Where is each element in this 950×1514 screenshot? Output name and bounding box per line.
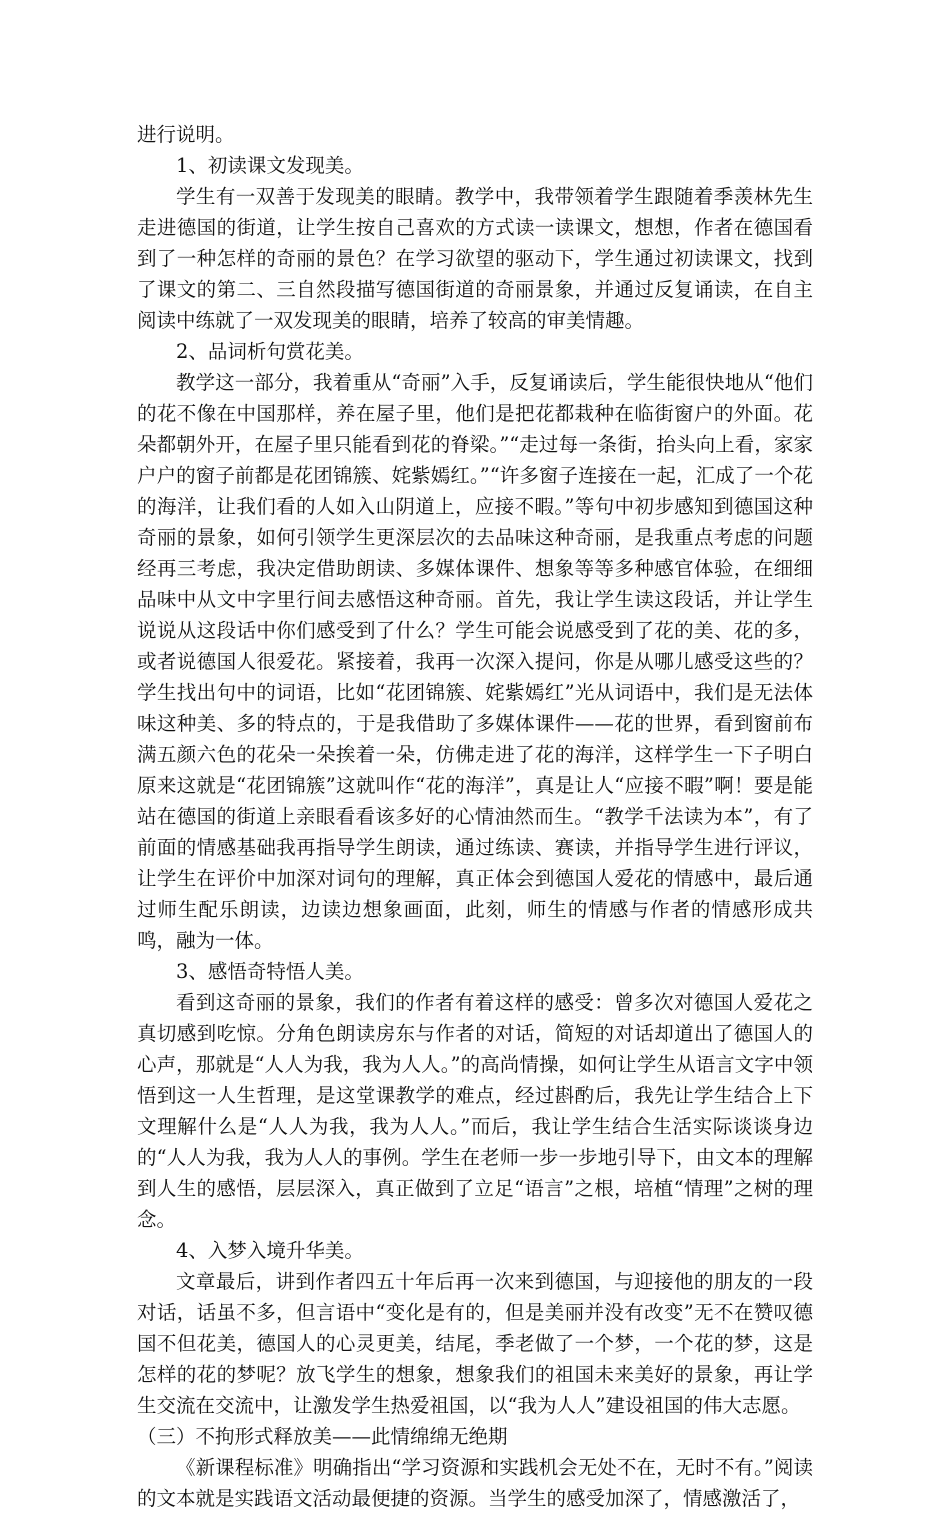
section-heading-3: （三）不拘形式释放美——此情绵绵无绝期 bbox=[137, 1425, 508, 1448]
body-paragraph-2: 教学这一部分，我着重从“奇丽”入手，反复诵读后，学生能很快地从“他们的花不像在中国那样，养在屋子里，他们是把花都栽种在临街窗户的外面。花朵都朝外开，在屋子里只能看到花的脊梁。”“走过每一条街，抬头向上看，家家户户的窗子前都是花团锦簇、姹紫嫣红。”“许多窗子连接在一起，汇成了一个花的海洋，让我们看的人如入山阴道上，应接不暇。”等句中初步感知到德国这种奇丽的景象，如何引领学生更深层次的去品味这种奇丽，是我重点考虑的问题经再三考虑，我决定借助朗读、多媒体课件、想象等等多种感官体验，在细细品味中从文中字里行间去感悟这种奇丽。首先，我让学生读这段话，并让学生说说从这段话中你们感受到了什么？学生可能会说感受到了花的美、花的多，或者说德国人很爱花。紧接着，我再一次深入提问，你是从哪儿感受这些的？学生找出句中的词语，比如“花团锦簇、姹紫嫣红”光从词语中，我们是无法体味这种美、多的特点的，于是我借助了多媒体课件——花的世界，看到窗前布满五颜六色的花朵一朵挨着一朵，仿佛走进了花的海洋，这样学生一下子明白原来这就是“花团锦簇”这就叫作“花的海洋”，真是让人“应接不暇”啊！要是能站在德国的街道上亲眼看看该多好的心情油然而生。“教学千法读为本”，有了前面的情感基础我再指导学生朗读，通过练读、赛读，并指导学生进行评议，让学生在评价中加深对词句的理解，真正体会到德国人爱花的情感中，最后通过师生配乐朗读，边读边想象画面，此刻，师生的情感与作者的情感形成共鸣，融为一体。 bbox=[137, 371, 813, 952]
body-paragraph-4: 文章最后，讲到作者四五十年后再一次来到德国，与迎接他的朋友的一段对话，话虽不多，但言语中“变化是有的，但是美丽并没有改变”无不在赞叹德国不但花美，德国人的心灵更美，结尾，季老做了一个梦，一个花的梦，这是怎样的花的梦呢？放飞学生的想象，想象我们的祖国未来美好的景象，再让学生交流在交流中，让激发学生热爱祖国，以“我为人人”建设祖国的伟大志愿。 bbox=[137, 1270, 813, 1417]
subheading-2: 2、品词析句赏花美。 bbox=[176, 340, 364, 363]
body-paragraph-3: 看到这奇丽的景象，我们的作者有着这样的感受：曾多次对德国人爱花之真切感到吃惊。分角色朗读房东与作者的对话，简短的对话却道出了德国人的心声，那就是“人人为我，我为人人。”的高尚情操，如何让学生从语言文字中领悟到这一人生哲理，是这堂课教学的难点，经过斟酌后，我先让学生结合上下文理解什么是“人人为我，我为人人。”而后，我让学生结合生活实际谈谈身边的“人人为我，我为人人的事例。学生在老师一步一步地引导下，由文本的理解到人生的感悟，层层深入，真正做到了立足“语言”之根，培植“情理”之树的理念。 bbox=[137, 991, 813, 1231]
body-paragraph-5: 《新课程标准》明确指出“学习资源和实践机会无处不在，无时不有。”阅读的文本就是实践语文活动最便捷的资源。当学生的感受加深了，情感激活了， bbox=[137, 1456, 813, 1510]
subheading-1: 1、初读课文发现美。 bbox=[176, 154, 364, 177]
body-paragraph-1: 学生有一双善于发现美的眼睛。教学中，我带领着学生跟随着季羡林先生走进德国的街道，让学生按自己喜欢的方式读一读课文，想想，作者在德国看到了一种怎样的奇丽的景色？在学习欲望的驱动下，学生通过初读课文，找到了课文的第二、三自然段描写德国街道的奇丽景象，并通过反复诵读，在自主阅读中练就了一双发现美的眼睛，培养了较高的审美情趣。 bbox=[137, 185, 813, 332]
subheading-3: 3、感悟奇特悟人美。 bbox=[176, 960, 364, 983]
subheading-4: 4、入梦入境升华美。 bbox=[176, 1239, 364, 1262]
continuation-paragraph: 进行说明。 bbox=[137, 123, 235, 146]
document-page bbox=[137, 119, 813, 1514]
